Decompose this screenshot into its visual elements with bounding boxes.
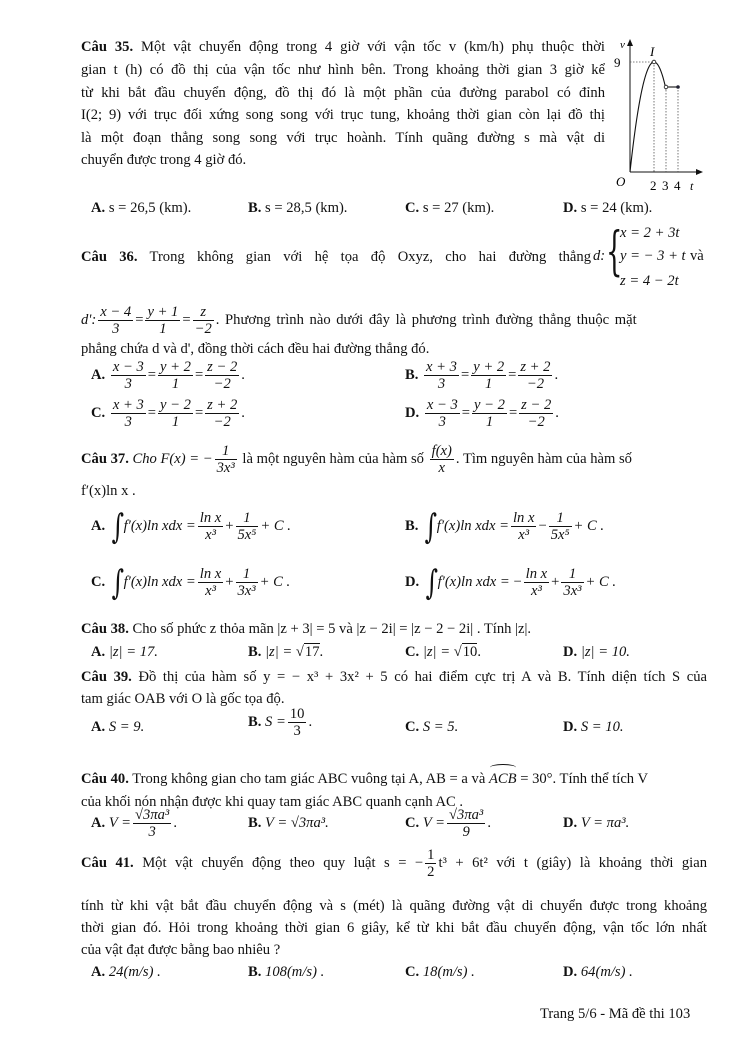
q35-line-4: I(2; 9) với trục đối xứng song song với trục tung, khoảng thời gian còn lại đồ thị: [81, 107, 605, 123]
angle-hat: ACB: [488, 771, 517, 787]
origin-label: O: [616, 174, 626, 189]
q36-option-d[interactable]: D. $\frac{x - 3}{3}$ = $\frac{y - 2}{1}$ = $\frac{z - 2}{-2}$ .: [405, 397, 559, 431]
q35-line-3: từ khi bắt đầu chuyển động, đồ thị đó là một phần của đường parabol có đỉnh: [81, 85, 605, 101]
q41-line-2: tính từ khi vật bắt đầu chuyển động và s (mét) là quãng đường vật di chuyển được trong khoảng: [81, 898, 707, 914]
q36-option-a[interactable]: A. $\frac{x - 3}{3}$ = $\frac{y + 2}{1}$ = $\frac{z - 2}{-2}$ .: [91, 359, 245, 393]
integral-icon: ∫: [425, 562, 438, 603]
velocity-graph: [606, 36, 706, 196]
q37-option-d[interactable]: D. ∫f′(x)ln xdx = − $\frac{\text{ln x}}{\text{x³}}$ + $\frac{1}{\text{3x³}}$ + C .: [405, 562, 617, 603]
q37-option-b[interactable]: B. ∫f′(x)ln xdx = $\frac{\text{ln x}}{\text{x³}}$ − $\frac{1}{\text{5x⁵}}$ + C .: [405, 506, 605, 547]
q35-option-d[interactable]: D. s = 24 (km).: [563, 200, 653, 216]
q35-option-b[interactable]: B. s = 28,5 (km).: [248, 200, 348, 216]
q35-option-c[interactable]: C. s = 27 (km).: [405, 200, 495, 216]
q41-line-1: Câu 41. Một vật chuyển động theo quy luật s = − $\frac{1}{2}$ t³ + 6t² với t (giây) là khoảng thời gian: [81, 847, 708, 881]
q36-d-label: d:: [593, 248, 606, 264]
q40-line-1: Câu 40. Trong không gian cho tam giác ABC vuông tại A, AB = a và ACB = 30°. Tính thể tích V: [81, 771, 649, 787]
system-eq-3: z = 4 − 2t: [620, 273, 679, 289]
q37-option-a[interactable]: A. ∫f′(x)ln xdx = $\frac{\text{ln x}}{\text{x³}}$ + $\frac{1}{\text{5x⁵}}$ + C .: [91, 506, 291, 547]
vertex-point: [652, 60, 656, 64]
integral-icon: ∫: [424, 506, 438, 547]
t-label: t: [690, 179, 694, 193]
system-brace: {: [606, 222, 623, 282]
q40-option-d[interactable]: D. V = πa³.: [563, 815, 630, 831]
y-tick-9: 9: [614, 55, 621, 70]
q35-line-2: gian t (h) có đồ thị của vận tốc như hình bên. Trong khoảng thời gian 3 giờ kể: [81, 62, 605, 78]
t-axis-arrow: [696, 169, 703, 175]
q38-option-a[interactable]: A. |z| = 17.: [91, 644, 158, 660]
system-eq-1: x = 2 + 3t: [620, 225, 680, 241]
q41-option-d[interactable]: D. 64(m/s) .: [563, 964, 633, 980]
q40-line-2: của khối nón nhận được khi quay tam giác ABC quanh cạnh AC .: [81, 794, 464, 810]
q41-option-c[interactable]: C. 18(m/s) .: [405, 964, 475, 980]
q36-line-2: d': $\frac{x - 4}{3}$ = $\frac{y + 1}{1}$ = $\frac{z}{-2}$ . Phương trình nào dưới đây là phương trình đường thẳng thuộc mặt: [81, 304, 637, 338]
q38-line-1: Câu 38. Cho số phức z thỏa mãn |z + 3| = 5 và |z − 2i| = |z − 2 − 2i| . Tính |z|.: [81, 621, 532, 637]
x-tick-2: 2: [650, 178, 657, 193]
q38-option-d[interactable]: D. |z| = 10.: [563, 644, 630, 660]
q35-option-a[interactable]: A. s = 26,5 (km).: [91, 200, 192, 216]
q39-option-d[interactable]: D. S = 10.: [563, 719, 624, 735]
q36-line-3: phẳng chứa d và d', đồng thời cách đều hai đường thẳng đó.: [81, 341, 430, 357]
parabola-curve: [630, 62, 666, 172]
q35-line-6: chuyển được trong 4 giờ đó.: [81, 152, 247, 168]
q36-option-b[interactable]: B. $\frac{x + 3}{3}$ = $\frac{y + 2}{1}$ = $\frac{z + 2}{-2}$ .: [405, 359, 559, 393]
open-point: [664, 85, 668, 89]
q40-option-b[interactable]: B. V = √3πa³.: [248, 815, 329, 831]
q39-option-b[interactable]: B. S = $\frac{10}{3}$ .: [248, 706, 313, 740]
x-tick-3: 3: [662, 178, 669, 193]
page-footer: Trang 5/6 - Mã đề thi 103: [540, 1006, 691, 1022]
q36-line-1: Câu 36. Trong không gian với hệ tọa độ Oxyz, cho hai đường thẳng: [81, 249, 591, 265]
q37-line-2: f′(x)ln x .: [81, 483, 136, 499]
x-tick-4: 4: [674, 178, 681, 193]
q37-option-c[interactable]: C. ∫f′(x)ln xdx = $\frac{\text{ln x}}{\text{x³}}$ + $\frac{1}{\text{3x³}}$ + C .: [91, 562, 291, 603]
q35-line-5: là một đoạn thẳng song song với trục hoành. Tính quãng đường s mà vật di: [81, 130, 605, 146]
v-axis-arrow: [627, 39, 633, 46]
q40-option-c[interactable]: C. V = $\frac{\text{√3πa³}}{9}$ .: [405, 807, 491, 841]
q40-option-a[interactable]: A. V = $\frac{\text{√3πa³}}{3}$ .: [91, 807, 177, 841]
integral-icon: ∫: [111, 562, 124, 603]
q38-option-b[interactable]: B. |z| = √17.: [248, 644, 324, 660]
q39-option-a[interactable]: A. S = 9.: [91, 719, 145, 735]
q41-option-b[interactable]: B. 108(m/s) .: [248, 964, 325, 980]
q36-va: và: [690, 248, 704, 264]
q39-line-2: tam giác OAB với O là gốc tọa độ.: [81, 691, 285, 707]
q41-line-3: thời gian đó. Hỏi trong khoảng thời gian 6 giây, kể từ khi bắt đầu chuyển động, vận tốc lớn nhất: [81, 920, 707, 936]
vertex-label: I: [650, 44, 655, 59]
q41-line-4: của vật đạt được bằng bao nhiêu ?: [81, 942, 281, 958]
q36-option-c[interactable]: C. $\frac{x + 3}{3}$ = $\frac{y - 2}{1}$ = $\frac{z + 2}{-2}$ .: [91, 397, 245, 431]
q37-line-1: Câu 37. Cho F(x) = − $\frac{1}{\text{3x³}}$ là một nguyên hàm của hàm số $\frac{f(x)}{x}$ . Tìm nguyên hàm của hàm số: [81, 443, 632, 477]
q38-option-c[interactable]: C. |z| = √10.: [405, 644, 481, 660]
end-point: [676, 85, 680, 89]
q39-option-c[interactable]: C. S = 5.: [405, 719, 459, 735]
q35-line-1: Câu 35. Một vật chuyển động trong 4 giờ với vận tốc v (km/h) phụ thuộc thời: [81, 39, 605, 55]
q39-line-1: Câu 39. Đồ thị của hàm số y = − x³ + 3x² + 5 có hai điểm cực trị A và B. Tính diện tích S của: [81, 669, 707, 685]
q41-option-a[interactable]: A. 24(m/s) .: [91, 964, 161, 980]
integral-icon: ∫: [111, 506, 124, 547]
v-label: v: [620, 39, 625, 51]
system-eq-2: y = − 3 + t: [620, 248, 686, 264]
